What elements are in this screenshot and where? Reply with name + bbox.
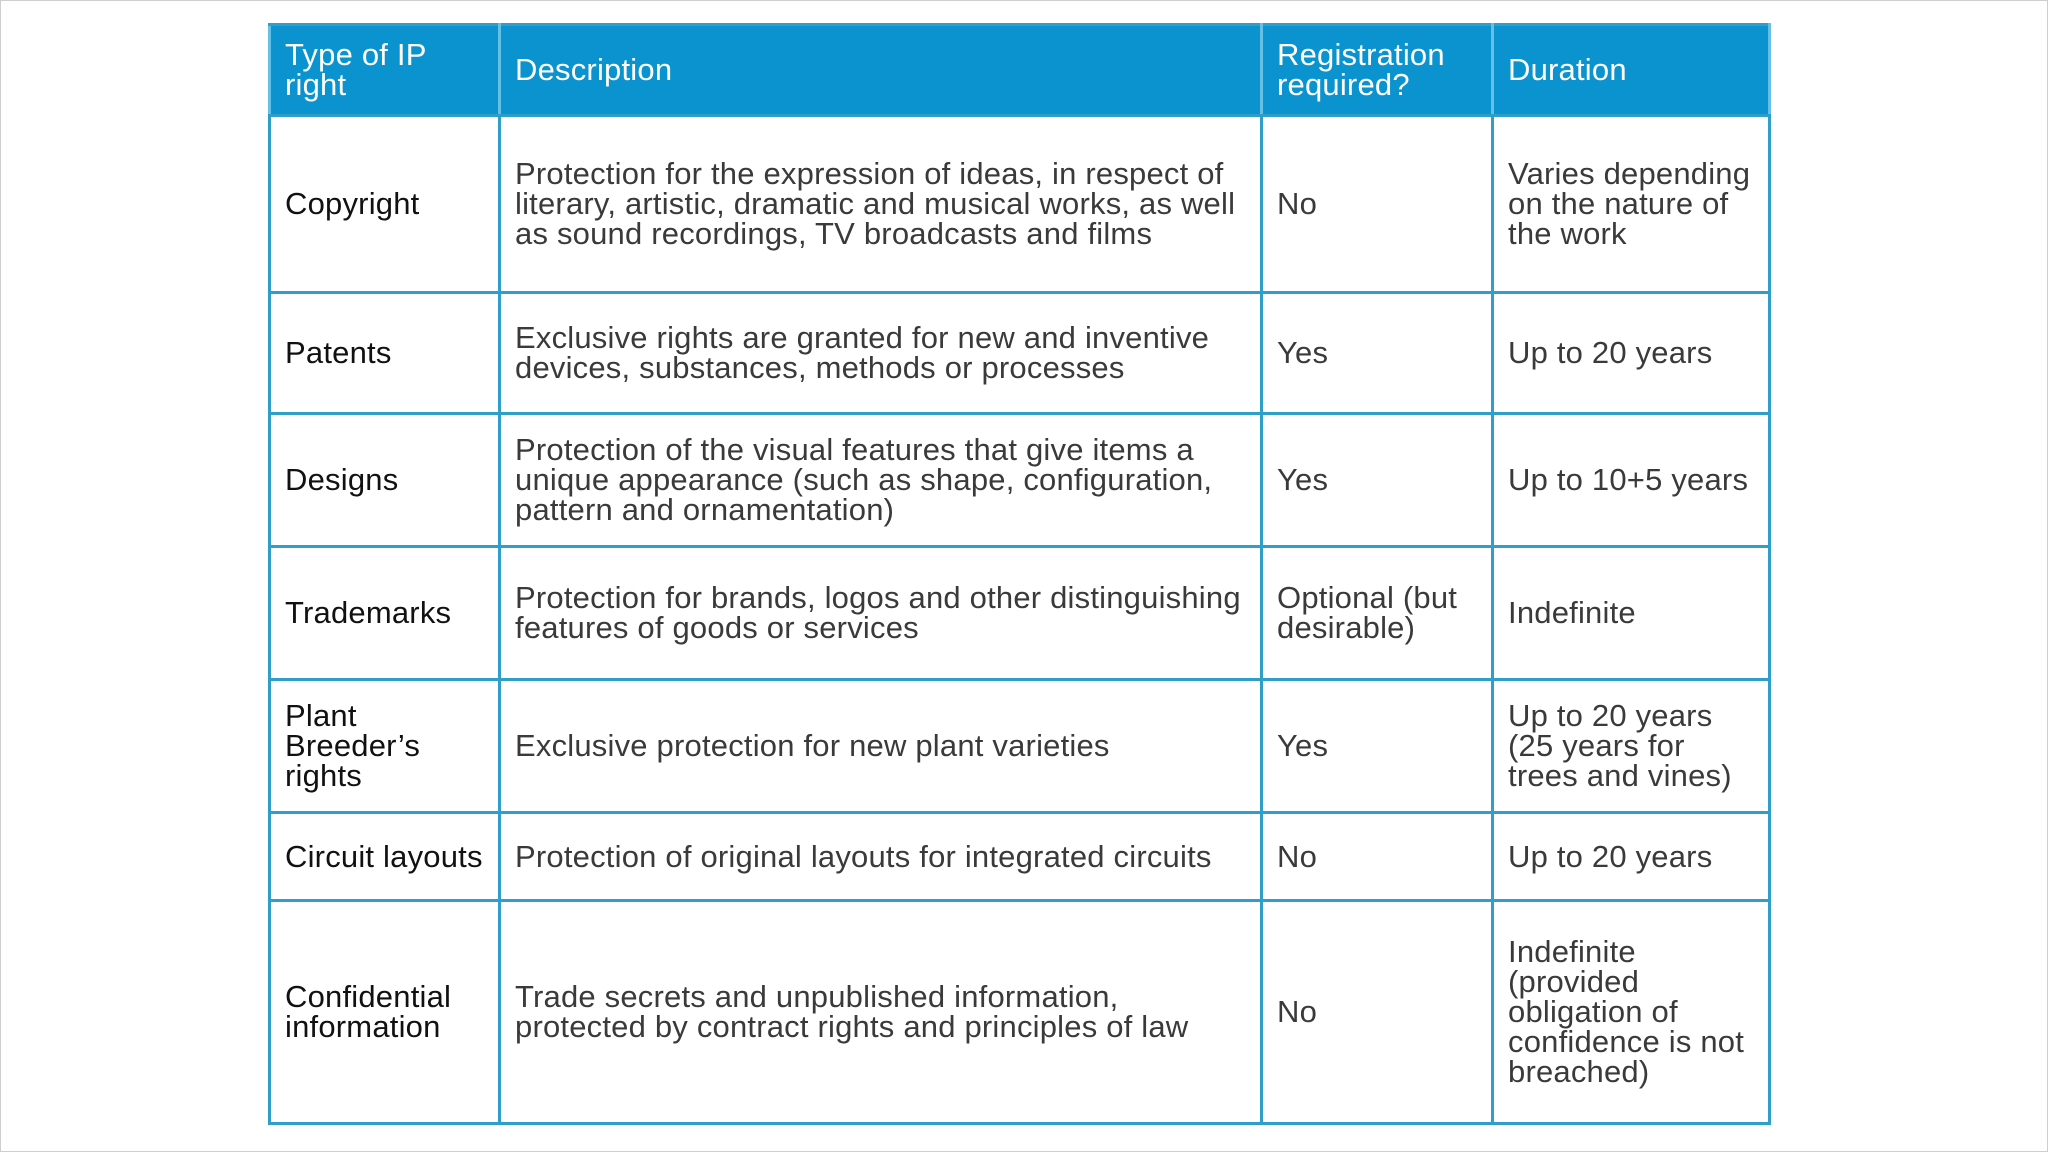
cell-duration: Up to 20 years <box>1493 813 1770 901</box>
cell-duration: Varies depending on the nature of the work <box>1493 116 1770 293</box>
cell-type: Confidential information <box>270 901 500 1124</box>
cell-registration: Optional (but desirable) <box>1262 547 1493 680</box>
cell-duration: Indefinite (provided obligation of confidence is not breached) <box>1493 901 1770 1124</box>
cell-description: Exclusive rights are granted for new and inventive devices, substances, methods or processes <box>500 293 1262 414</box>
table-row-copyright <box>270 116 1770 293</box>
cell-description: Trade secrets and unpublished information, protected by contract rights and principles of law <box>500 901 1262 1124</box>
cell-registration: No <box>1262 116 1493 293</box>
header-duration: Duration <box>1493 25 1770 116</box>
cell-type: Circuit layouts <box>270 813 500 901</box>
header-description: Description <box>500 25 1262 116</box>
cell-type: Copyright <box>270 116 500 293</box>
cell-duration: Indefinite <box>1493 547 1770 680</box>
cell-duration: Up to 20 years (25 years for trees and vines) <box>1493 680 1770 813</box>
cell-description: Protection for the expression of ideas, in respect of literary, artistic, dramatic and musical works, as well as sound recordings, TV broadcasts and films <box>500 116 1262 293</box>
table-row-confidential-information <box>270 901 1770 1124</box>
table-row-plant-breeders-rights <box>270 680 1770 813</box>
cell-registration: Yes <box>1262 414 1493 547</box>
cell-duration: Up to 10+5 years <box>1493 414 1770 547</box>
cell-description: Protection for brands, logos and other distinguishing features of goods or services <box>500 547 1262 680</box>
table-body <box>270 116 1770 1124</box>
cell-type: Plant Breeder’s rights <box>270 680 500 813</box>
table-row-trademarks <box>270 547 1770 680</box>
cell-registration: Yes <box>1262 680 1493 813</box>
header-registration: Registration required? <box>1262 25 1493 116</box>
cell-type: Designs <box>270 414 500 547</box>
cell-description: Protection of original layouts for integrated circuits <box>500 813 1262 901</box>
cell-registration: No <box>1262 813 1493 901</box>
table-row-designs <box>270 414 1770 547</box>
header-row <box>270 25 1770 116</box>
table-row-circuit-layouts <box>270 813 1770 901</box>
table-header <box>270 25 1770 116</box>
ip-rights-table <box>268 23 1771 1125</box>
cell-type: Trademarks <box>270 547 500 680</box>
header-type: Type of IP right <box>270 25 500 116</box>
cell-registration: Yes <box>1262 293 1493 414</box>
cell-description: Protection of the visual features that give items a unique appearance (such as shape, configuration, pattern and ornamentation) <box>500 414 1262 547</box>
cell-description: Exclusive protection for new plant varieties <box>500 680 1262 813</box>
cell-registration: No <box>1262 901 1493 1124</box>
cell-duration: Up to 20 years <box>1493 293 1770 414</box>
table-row-patents <box>270 293 1770 414</box>
cell-type: Patents <box>270 293 500 414</box>
